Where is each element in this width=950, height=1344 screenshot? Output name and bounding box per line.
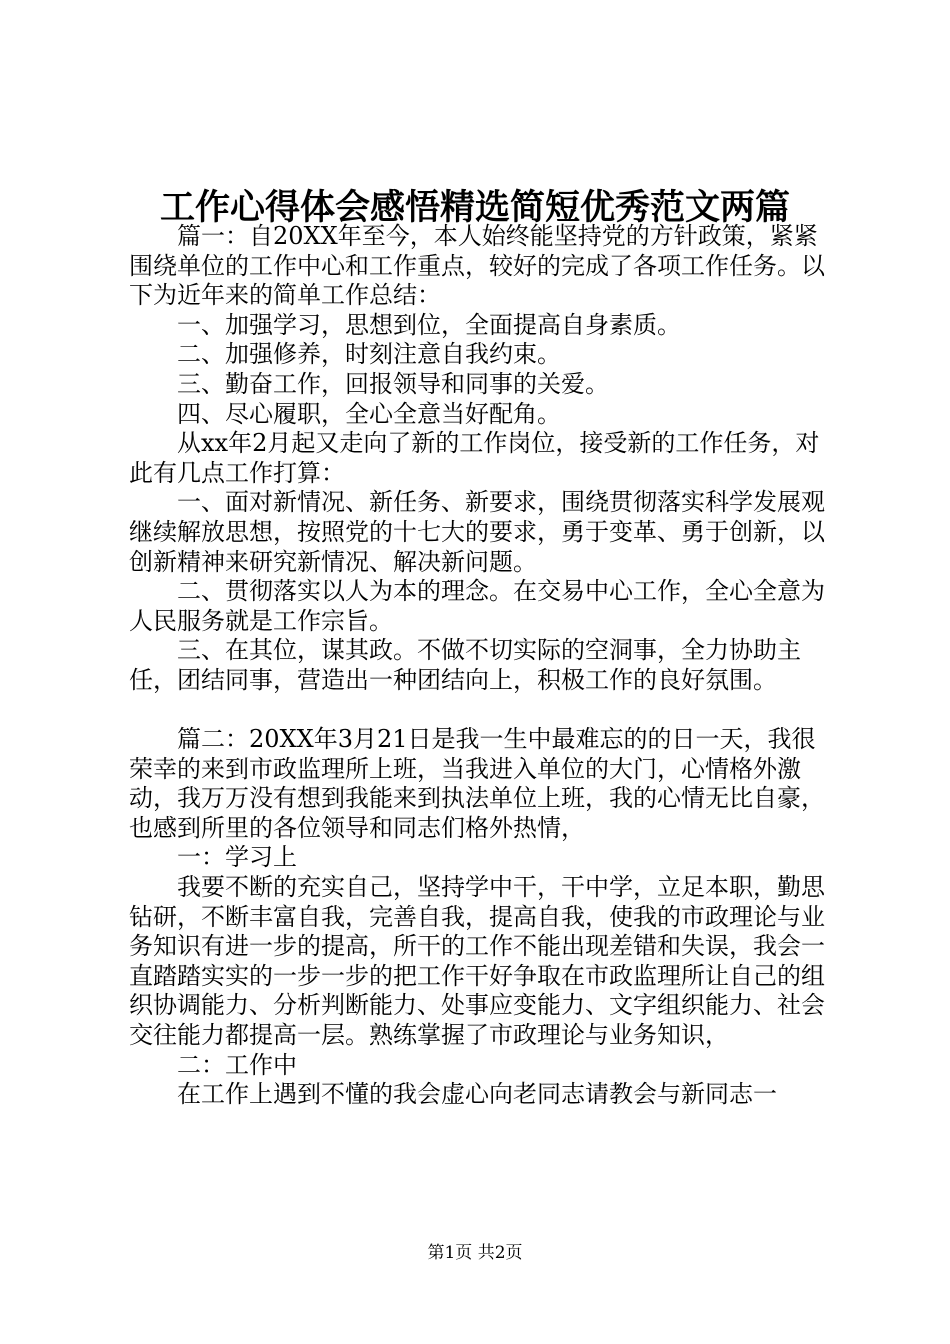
paragraph: 我要不断的充实自己，坚持学中干，干中学，立足本职，勤思钻研，不断丰富自我，完善自我，提高自我，使我的市政理论与业务知识有进一步的提高，所干的工作不能出现差错和失误，我会一直踏踏实实的一步一步的把工作干好争取在市政监理所让自己的组织协调能力、分析判断能力、处事应变能力、文字组织能力、社会交往能力都提高一层。熟练掌握了市政理论与业务知识， — [129, 873, 825, 1050]
paragraph: 二、加强修养，时刻注意自我约束。 — [177, 340, 561, 369]
paragraph: 一、加强学习，思想到位，全面提高自身素质。 — [177, 310, 681, 339]
paragraph: 篇二：20XX年3月21日是我一生中最难忘的的日一天，我很荣幸的来到市政监理所上班，当我进入单位的大门，心情格外激动，我万万没有想到我能来到执法单位上班，我的心情无比自豪，也感到所里的各位领导和同志们格外热情， — [129, 725, 825, 842]
paragraph: 三、勤奋工作，回报领导和同事的关爱。 — [177, 369, 609, 398]
paragraph: 一、面对新情况、新任务、新要求，围绕贯彻落实科学发展观继续解放思想，按照党的十七大的要求，勇于变革、勇于创新，以创新精神来研究新情况、解决新问题。 — [129, 488, 825, 576]
page-footer: 第1页 共2页 — [427, 1243, 523, 1263]
paragraph: 一：学习上 — [177, 843, 297, 872]
paragraph-spacer — [129, 696, 829, 726]
paragraph: 四、尽心履职，全心全意当好配角。 — [177, 399, 561, 428]
paragraph: 篇一：自20XX年至今，本人始终能坚持党的方针政策，紧紧围绕单位的工作中心和工作重点，较好的完成了各项工作任务。以下为近年来的简单工作总结： — [129, 222, 825, 310]
paragraph: 从xx年2月起又走向了新的工作岗位，接受新的工作任务，对此有几点工作打算： — [129, 429, 820, 487]
paragraph: 三、在其位，谋其政。不做不切实际的空洞事，全力协助主任，团结同事，营造出一种团结向上，积极工作的良好氛围。 — [129, 636, 801, 694]
paragraph: 在工作上遇到不懂的我会虚心向老同志请教会与新同志一 — [177, 1080, 777, 1109]
document-body — [129, 222, 829, 1110]
paragraph: 二：工作中 — [177, 1050, 297, 1079]
document-title: 工作心得体会感悟精选简短优秀范文两篇 — [159, 187, 790, 228]
paragraph: 二、贯彻落实以人为本的理念。在交易中心工作，全心全意为人民服务就是工作宗旨。 — [129, 577, 825, 635]
